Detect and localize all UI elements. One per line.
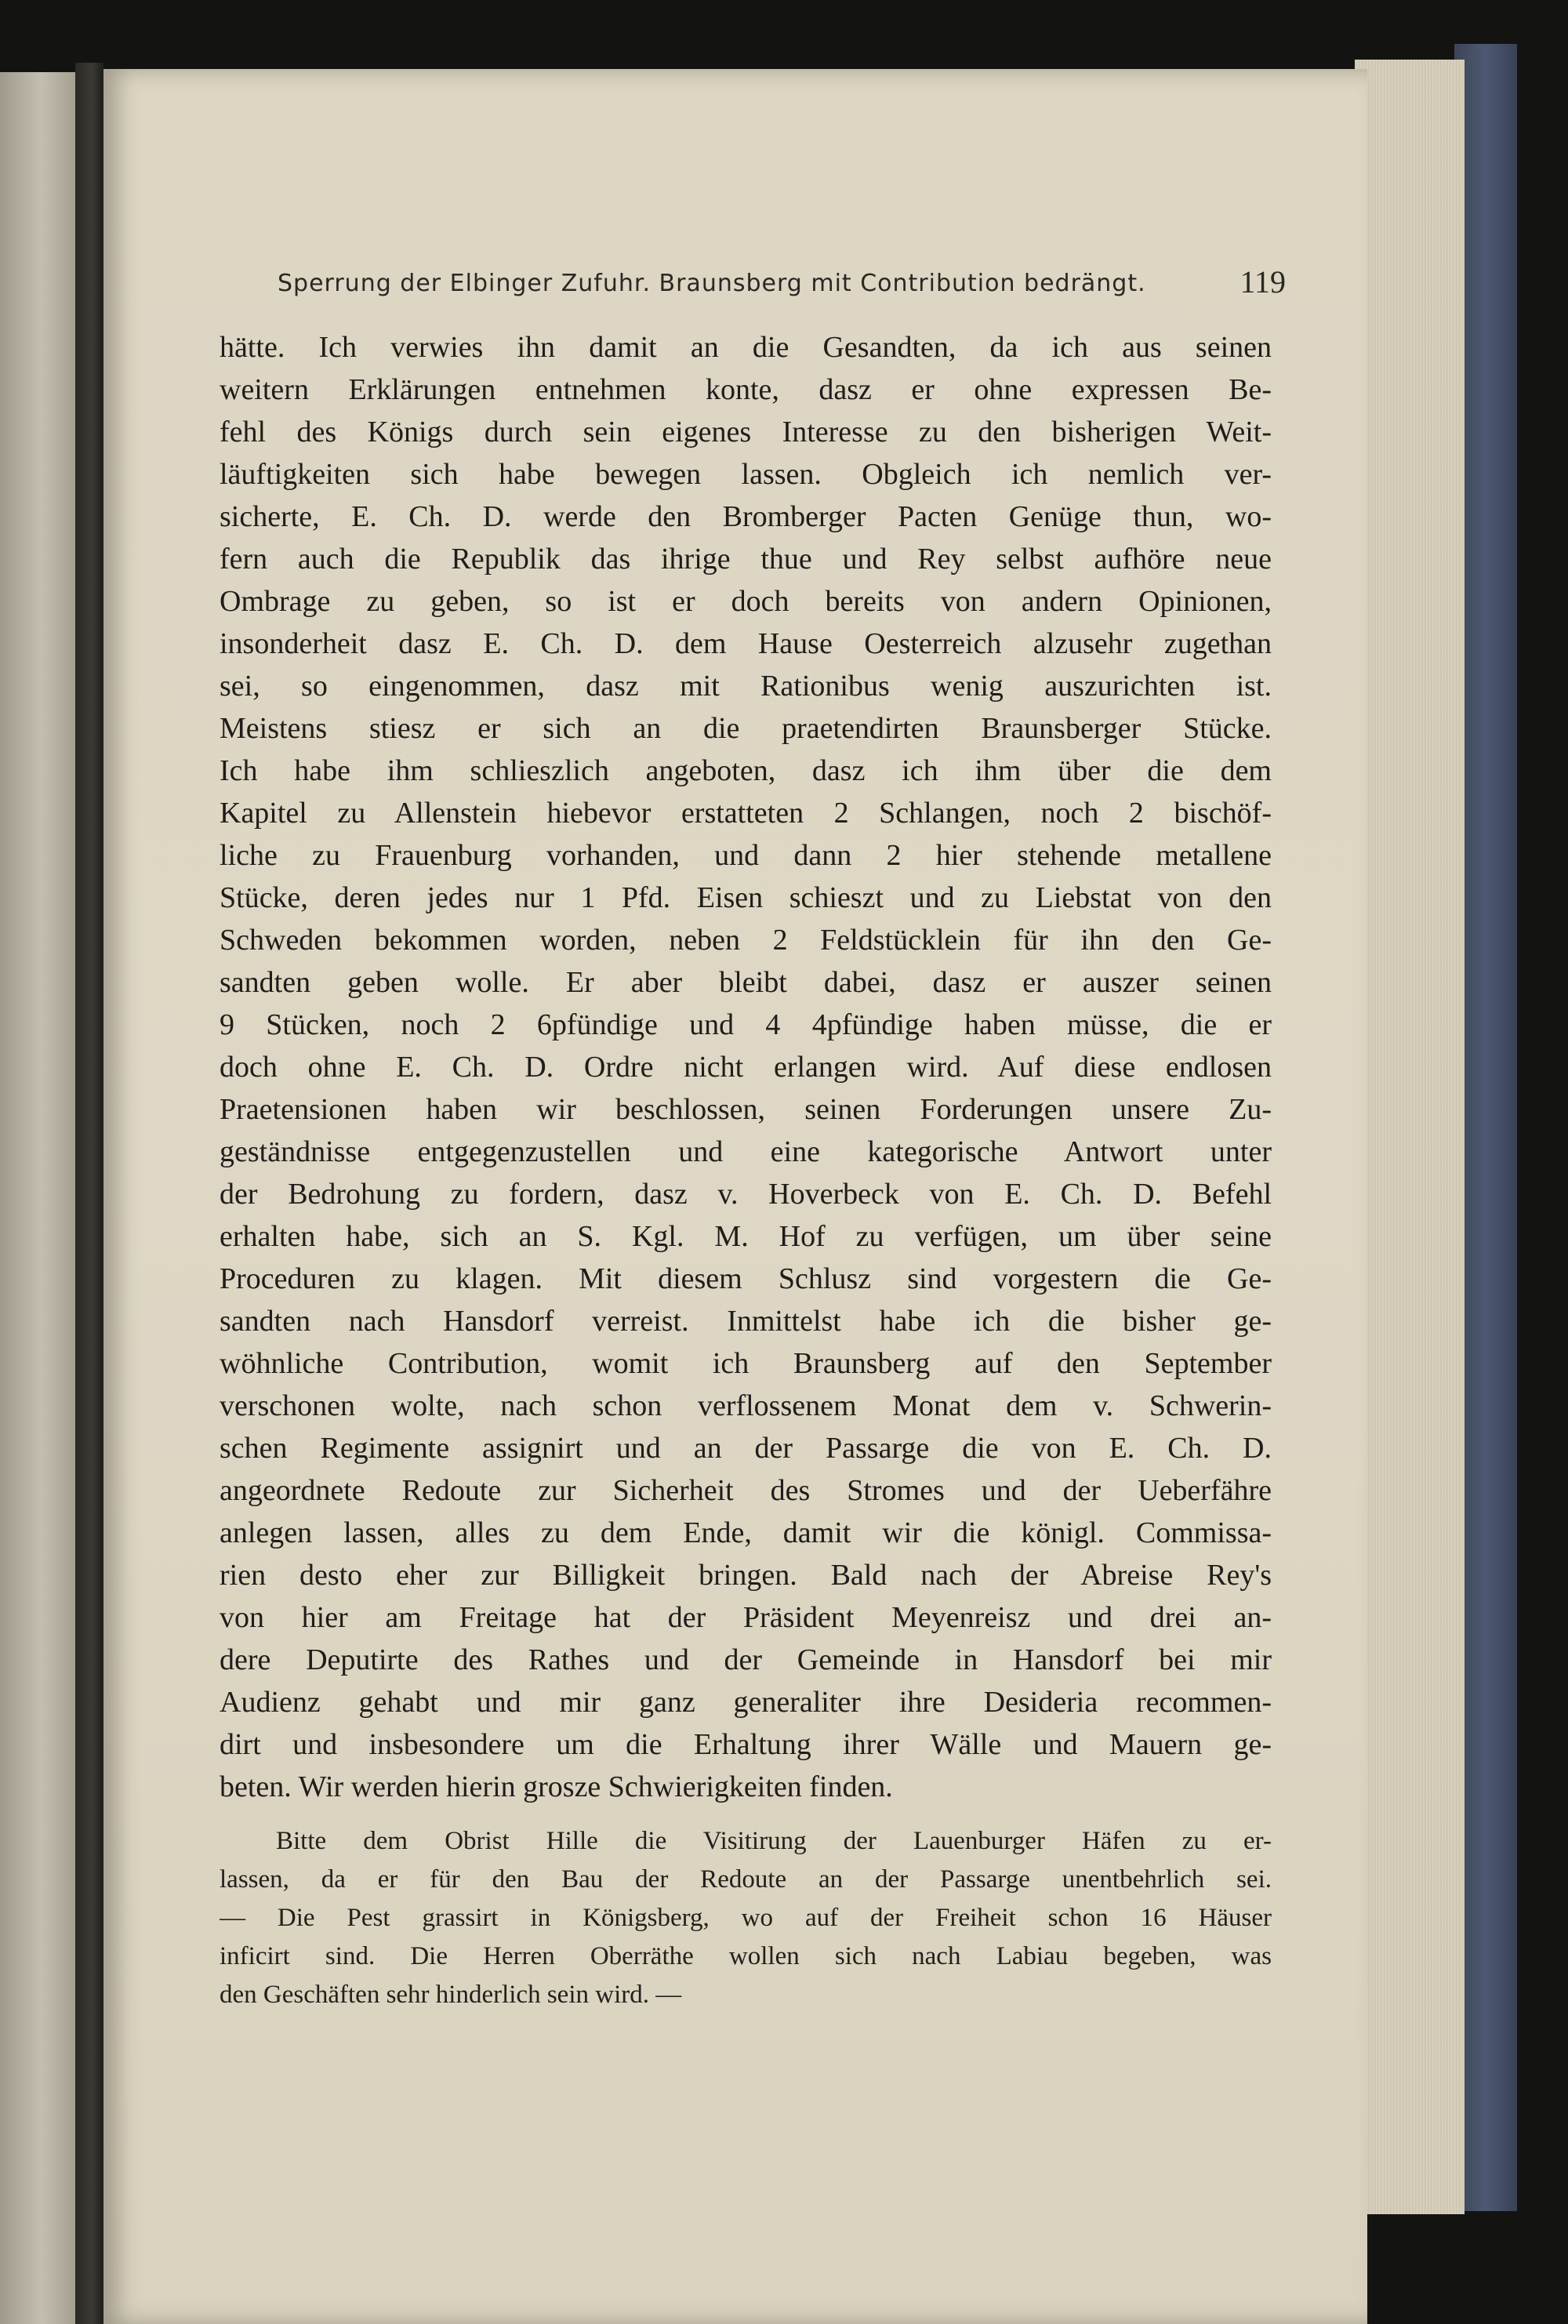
footnote-line: — Die Pest grassirt in Königsberg, wo auf der Freiheit schon 16 Häuser: [220, 1904, 1272, 1932]
page-number: 119: [1240, 264, 1286, 300]
body-line: sandten geben wolle. Er aber bleibt dabei, dasz er auszer seinen: [220, 966, 1272, 999]
body-line: sandten nach Hansdorf verreist. Inmittelst habe ich die bisher ge-: [220, 1305, 1272, 1338]
body-line: angeordnete Redoute zur Sicherheit des Stromes und der Ueberfähre: [220, 1474, 1272, 1507]
body-line: 9 Stücken, noch 2 6pfündige und 4 4pfündige haben müsse, die er: [220, 1008, 1272, 1041]
body-line: beten. Wir werden hierin grosze Schwierigkeiten finden.: [220, 1770, 893, 1803]
body-line: geständnisse entgegenzustellen und eine kategorische Antwort unter: [220, 1135, 1272, 1168]
body-line: wöhnliche Contribution, womit ich Braunsberg auf den September: [220, 1347, 1272, 1380]
body-line: anlegen lassen, alles zu dem Ende, damit wir die königl. Commissa-: [220, 1516, 1272, 1549]
body-line: fehl des Königs durch sein eigenes Interesse zu den bisherigen Weit-: [220, 416, 1272, 448]
body-line: Meistens stiesz er sich an die praetendirten Braunsberger Stücke.: [220, 712, 1272, 745]
body-line: Proceduren zu klagen. Mit diesem Schlusz sind vorgestern die Ge-: [220, 1262, 1272, 1295]
body-line: erhalten habe, sich an S. Kgl. M. Hof zu verfügen, um über seine: [220, 1220, 1272, 1253]
book-gutter: [75, 63, 103, 2324]
body-line: verschonen wolte, nach schon verflossenem Monat dem v. Schwerin-: [220, 1389, 1272, 1422]
body-line: weitern Erklärungen entnehmen konte, dasz er ohne expressen Be-: [220, 373, 1272, 406]
body-line: dirt und insbesondere um die Erhaltung ihrer Wälle und Mauern ge-: [220, 1728, 1272, 1761]
body-line: Audienz gehabt und mir ganz generaliter ihre Desideria recommen-: [220, 1686, 1272, 1719]
body-line: doch ohne E. Ch. D. Ordre nicht erlangen wird. Auf diese endlosen: [220, 1051, 1272, 1084]
body-line: von hier am Freitage hat der Präsident Meyenreisz und drei an-: [220, 1601, 1272, 1634]
body-line: liche zu Frauenburg vorhanden, und dann 2 hier stehende metallene: [220, 839, 1272, 872]
body-line: fern auch die Republik das ihrige thue und Rey selbst aufhöre neue: [220, 543, 1272, 576]
body-line: dere Deputirte des Rathes und der Gemeinde in Hansdorf bei mir: [220, 1643, 1272, 1676]
body-line: Ich habe ihm schlieszlich angeboten, dasz ich ihm über die dem: [220, 754, 1272, 787]
body-line: hätte. Ich verwies ihn damit an die Gesandten, da ich aus seinen: [220, 331, 1272, 364]
body-text: [220, 326, 1272, 1808]
running-head: Sperrung der Elbinger Zufuhr. Braunsberg mit Contribution bedrängt.: [278, 270, 1146, 297]
body-line: Schweden bekommen worden, neben 2 Feldstücklein für ihn den Ge-: [220, 924, 1272, 957]
footnote-line: lassen, da er für den Bau der Redoute an der Passarge unentbehrlich sei.: [220, 1865, 1272, 1894]
body-line: läuftigkeiten sich habe bewegen lassen. Obgleich ich nemlich ver-: [220, 458, 1272, 491]
body-line: Kapitel zu Allenstein hiebevor erstatteten 2 Schlangen, noch 2 bischöf-: [220, 797, 1272, 830]
footnote-line: inficirt sind. Die Herren Oberräthe wollen sich nach Labiau begeben, was: [220, 1942, 1272, 1970]
footnote-line: den Geschäften sehr hinderlich sein wird. —: [220, 1981, 682, 2009]
body-line: Stücke, deren jedes nur 1 Pfd. Eisen schieszt und zu Liebstat von den: [220, 881, 1272, 914]
book-page: [103, 69, 1367, 2324]
body-line: sei, so eingenommen, dasz mit Rationibus wenig auszurichten ist.: [220, 670, 1272, 703]
footnote-line: Bitte dem Obrist Hille die Visitirung der Lauenburger Häfen zu er-: [276, 1827, 1272, 1855]
page-block-edges: [1355, 60, 1465, 2214]
body-line: schen Regimente assignirt und an der Passarge die von E. Ch. D.: [220, 1432, 1272, 1465]
body-line: Praetensionen haben wir beschlossen, seinen Forderungen unsere Zu-: [220, 1093, 1272, 1126]
body-line: insonderheit dasz E. Ch. D. dem Hause Oesterreich alzusehr zugethan: [220, 627, 1272, 660]
body-line: rien desto eher zur Billigkeit bringen. Bald nach der Abreise Rey's: [220, 1559, 1272, 1592]
left-page-edge: [0, 72, 75, 2324]
body-line: sicherte, E. Ch. D. werde den Bromberger Pacten Genüge thun, wo-: [220, 500, 1272, 533]
body-line: Ombrage zu geben, so ist er doch bereits von andern Opinionen,: [220, 585, 1272, 618]
footnote: [220, 1822, 1272, 2014]
body-line: der Bedrohung zu fordern, dasz v. Hoverbeck von E. Ch. D. Befehl: [220, 1178, 1272, 1211]
